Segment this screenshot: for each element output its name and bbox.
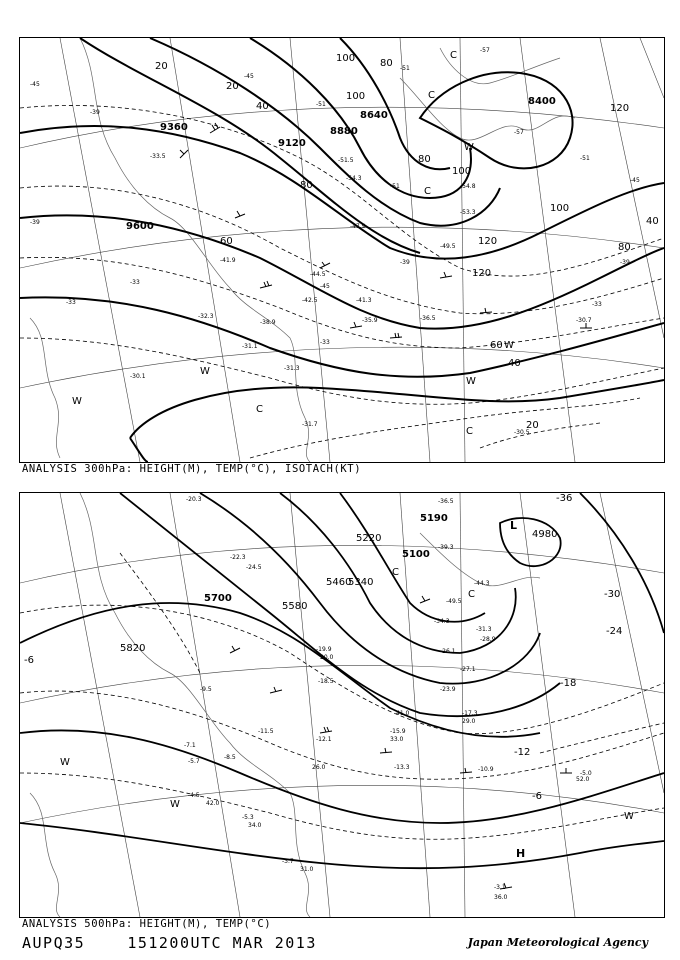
temp-contour-label: -18 [560, 678, 577, 689]
temp-value: -30.7 [576, 317, 592, 324]
isotach-label: 100 [336, 53, 356, 64]
temp-value: -31.1 [242, 343, 258, 350]
warm-marker: W [170, 799, 180, 810]
station-value: -9.5 [200, 686, 212, 693]
low-pressure-marker: L [510, 519, 518, 532]
station-value: -20.3 [186, 496, 202, 503]
map-500hpa [20, 493, 664, 917]
station-value: 31.0 [300, 866, 314, 873]
temp-value: -51 [580, 155, 590, 162]
station-value: -24.5 [246, 564, 262, 571]
station-value: -17.3 [462, 710, 478, 717]
station-value: -10.9 [478, 766, 494, 773]
warm-marker: W [72, 396, 82, 407]
station-value: -39.3 [438, 544, 454, 551]
chart-500hpa [19, 492, 665, 918]
station-value: -22.3 [230, 554, 246, 561]
temp-contour-label: -24 [606, 626, 623, 637]
temp-value: -30.1 [130, 373, 146, 380]
temp-value: -53.3 [460, 209, 476, 216]
cold-marker: C [424, 186, 431, 197]
product-id-line [22, 934, 317, 952]
isotach-label: 100 [550, 203, 570, 214]
chart-300hpa [19, 37, 665, 463]
station-value: 26.0 [312, 764, 326, 771]
temp-value: -39 [90, 109, 100, 116]
temp-value: -33 [320, 339, 330, 346]
station-value: -3.7 [282, 858, 294, 865]
cold-marker: C [450, 50, 457, 61]
height-label: 5220 [356, 533, 382, 544]
temp-value: -57 [480, 47, 490, 54]
height-labels-500 [120, 513, 557, 654]
temp-contour-label: -36 [556, 493, 573, 504]
temp-value: -39 [620, 259, 630, 266]
station-value: 34.0 [248, 822, 262, 829]
temp-value: -51 [400, 65, 410, 72]
station-value: -23.9 [440, 686, 456, 693]
warm-marker: W [60, 757, 70, 768]
isotach-label: 120 [478, 236, 498, 247]
isotach-label: 40 [646, 216, 659, 227]
height-label: 5700 [204, 593, 232, 604]
isotach-label: 120 [610, 103, 630, 114]
height-label: 5100 [402, 549, 430, 560]
station-value: 52.0 [576, 776, 590, 783]
station-value: -44.3 [474, 580, 490, 587]
station-value: -12.1 [316, 736, 332, 743]
temp-value: -44.5 [310, 271, 326, 278]
height-label: 9360 [160, 122, 188, 133]
temp-value: -51 [390, 183, 400, 190]
warm-marker: W [624, 811, 634, 822]
height-label: 8880 [330, 126, 358, 137]
warm-marker: W [200, 366, 210, 377]
isotach-label: 20 [226, 81, 239, 92]
station-value: 36.0 [494, 894, 508, 901]
temp-value: -57 [514, 129, 524, 136]
temp-contour-label: -12 [514, 747, 531, 758]
isotach-label: 100 [346, 91, 366, 102]
temp-value: -54.3 [346, 175, 362, 182]
coastlines-500 [30, 493, 540, 917]
isotach-label: 60 [220, 236, 233, 247]
cold-marker: C [392, 567, 399, 578]
station-value: 33.0 [390, 736, 404, 743]
station-value: 42.0 [206, 800, 220, 807]
temp-contour-label: -30 [604, 589, 621, 600]
temp-value: -31.3 [284, 365, 300, 372]
isotach-label: 120 [472, 268, 492, 279]
station-value: -15.9 [390, 728, 406, 735]
height-label: 8640 [360, 110, 388, 121]
temp-value: -35.9 [362, 317, 378, 324]
coastlines-300 [30, 38, 575, 462]
isotach-label: 80 [380, 58, 393, 69]
station-value: -49.5 [446, 598, 462, 605]
valid-datetime: 151200UTC MAR 2013 [127, 934, 317, 952]
warm-marker: W [464, 142, 474, 153]
station-value: -28.9 [480, 636, 496, 643]
temp-value: -51.5 [338, 157, 354, 164]
product-code: AUPQ35 [22, 934, 86, 952]
cold-marker: C [466, 426, 473, 437]
height-label: 5460 [326, 577, 352, 588]
height-label: 5820 [120, 643, 146, 654]
height-label: 5190 [420, 513, 448, 524]
temp-value: -33 [66, 299, 76, 306]
station-value: -5.7 [188, 758, 200, 765]
temp-value: -33.5 [150, 153, 166, 160]
temp-value: -41.9 [220, 257, 236, 264]
cold-marker: C [468, 589, 475, 600]
temp-contours-500 [20, 553, 664, 839]
temp-value: -42.5 [302, 297, 318, 304]
station-value: -5.0 [580, 770, 592, 777]
station-value: -4.5 [188, 792, 200, 799]
cold-marker: C [428, 90, 435, 101]
height-label: 9600 [126, 221, 154, 232]
temp-value: -36.5 [420, 315, 436, 322]
temp-value: -33 [592, 301, 602, 308]
station-value: -8.5 [224, 754, 236, 761]
temp-value: -54.8 [460, 183, 476, 190]
height-label: 8400 [528, 96, 556, 107]
isotach-label: 40 [256, 101, 269, 112]
temp-contour-label: -6 [24, 655, 34, 666]
station-value: -3.1 [494, 884, 506, 891]
temp-contour-label: -6 [532, 791, 542, 802]
station-value: -18.5 [318, 678, 334, 685]
station-value: 20.0 [320, 654, 334, 661]
isotach-label: 80 [300, 180, 313, 191]
height-contours-300 [20, 38, 664, 462]
height-label: 9120 [278, 138, 306, 149]
isotach-label: 60 [490, 340, 503, 351]
station-values-500 [184, 496, 592, 901]
isotach-label: 20 [155, 61, 168, 72]
cold-marker: C [256, 404, 263, 415]
temp-value: -45 [320, 283, 330, 290]
station-value: -31.3 [476, 626, 492, 633]
height-label: 5580 [282, 601, 308, 612]
temp-value: -30.5 [514, 429, 530, 436]
station-value: 29.0 [462, 718, 476, 725]
temp-value: -41.3 [356, 297, 372, 304]
isotach-label: 80 [418, 154, 431, 165]
station-value: -5.3 [242, 814, 254, 821]
temp-value: -32.3 [198, 313, 214, 320]
station-value: -13.3 [394, 764, 410, 771]
caption-500hpa: ANALYSIS 500hPa: HEIGHT(M), TEMP(°C) [22, 918, 272, 930]
temp-value: -45 [630, 177, 640, 184]
isotach-label: 100 [452, 166, 472, 177]
height-label: 4980 [532, 529, 558, 540]
station-value: -7.1 [184, 742, 196, 749]
warm-marker: W [466, 376, 476, 387]
isotach-label: 40 [508, 358, 521, 369]
station-value: -26.1 [440, 648, 456, 655]
agency-name: Japan Meteorological Agency [467, 936, 648, 949]
temp-value: -38.9 [260, 319, 276, 326]
temp-value: -45 [30, 81, 40, 88]
isotach-label: 80 [618, 242, 631, 253]
temp-value: -39 [30, 219, 40, 226]
temp-value: -39 [400, 259, 410, 266]
high-pressure-marker: H [516, 847, 526, 860]
temp-value: -51 [316, 101, 326, 108]
temp-value: -45 [244, 73, 254, 80]
station-value: -19.9 [316, 646, 332, 653]
warm-marker: W [504, 340, 514, 351]
temp-value: -33 [130, 279, 140, 286]
wind-barbs-300 [180, 123, 592, 338]
isotach-labels-300 [155, 53, 659, 431]
station-value: -11.5 [258, 728, 274, 735]
station-value: 41.0 [396, 710, 410, 717]
caption-300hpa: ANALYSIS 300hPa: HEIGHT(M), TEMP(°C), ISOTACH(KT) [22, 463, 362, 475]
map-300hpa [20, 38, 664, 462]
temp-value: -31.7 [302, 421, 318, 428]
isotach-label: 20 [526, 420, 539, 431]
station-value: -34.3 [434, 618, 450, 625]
temp-value: -47.9 [350, 223, 366, 230]
temp-value: -49.5 [440, 243, 456, 250]
height-label: 5340 [348, 577, 374, 588]
station-value: -27.1 [460, 666, 476, 673]
station-value: -36.5 [438, 498, 454, 505]
